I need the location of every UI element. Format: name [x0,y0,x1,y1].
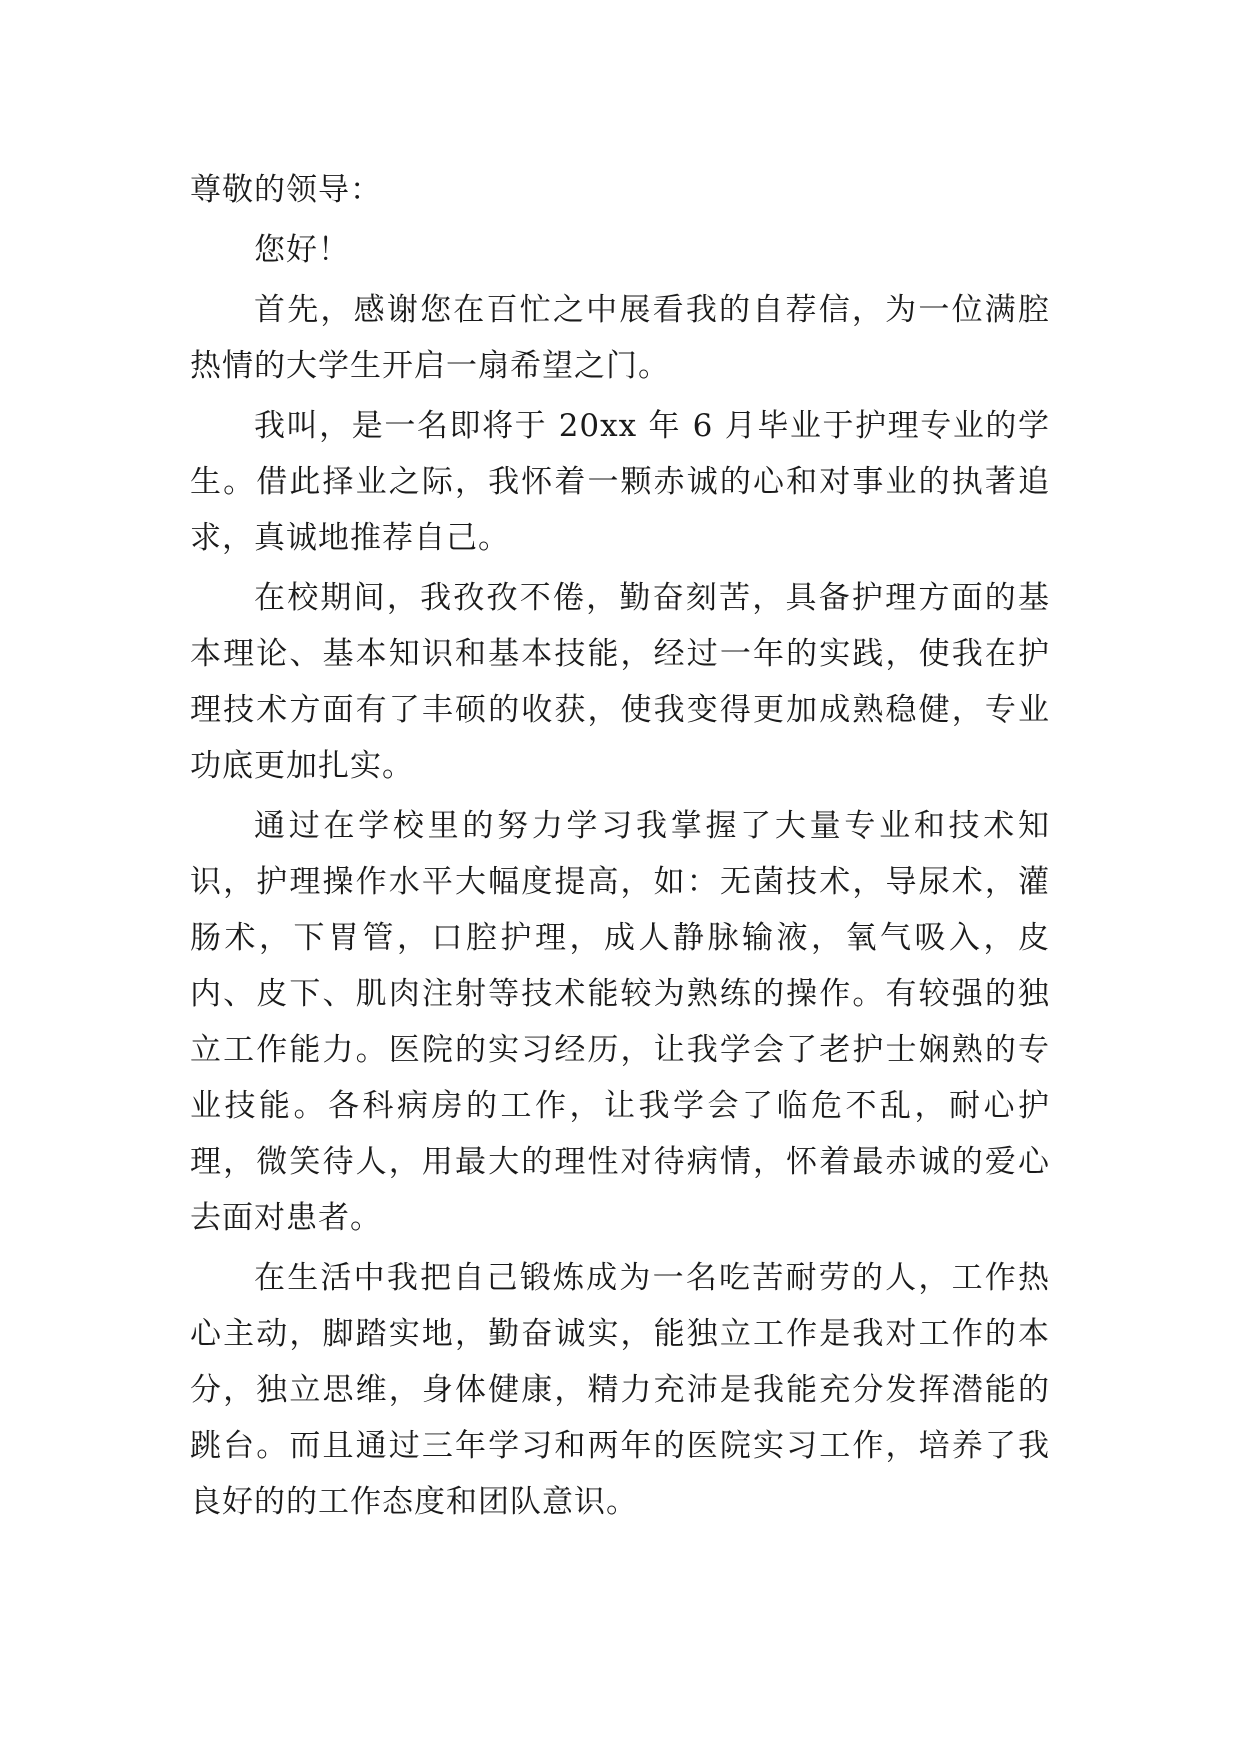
paragraph-school-period: 在校期间，我孜孜不倦，勤奋刻苦，具备护理方面的基本理论、基本知识和基本技能，经过一年的实践，使我在护理技术方面有了丰硕的收获，使我变得更加成熟稳健，专业功底更加扎实。 [190,580,1050,784]
paragraph-self-introduction: 我叫，是一名即将于 20xx 年 6 月毕业于护理专业的学生。借此择业之际，我怀着一颗赤诚的心和对事业的执著追求，真诚地推荐自己。 [190,408,1050,556]
greeting: 您好！ [254,232,350,268]
paragraph-skills: 通过在学校里的努力学习我掌握了大量专业和技术知识，护理操作水平大幅度提高，如：无菌技术，导尿术，灌肠术，下胃管，口腔护理，成人静脉输液，氧气吸入，皮内、皮下、肌肉注射等技术能较为熟练的操作。有较强的独立工作能力。医院的实习经历，让我学会了老护士娴熟的专业技能。各科病房的工作，让我学会了临危不乱，耐心护理，微笑待人，用最大的理性对待病情，怀着最赤诚的爱心去面对患者。 [190,808,1050,1236]
paragraph-intro: 首先，感谢您在百忙之中展看我的自荐信，为一位满腔热情的大学生开启一扇希望之门。 [190,292,1050,384]
paragraph-life: 在生活中我把自己锻炼成为一名吃苦耐劳的人，工作热心主动，脚踏实地，勤奋诚实，能独立工作是我对工作的本分，独立思维，身体健康，精力充沛是我能充分发挥潜能的跳台。而且通过三年学习和两年的医院实习工作，培养了我良好的的工作态度和团队意识。 [190,1260,1050,1520]
letter-body [190,162,1050,1534]
salutation: 尊敬的领导： [190,172,382,208]
